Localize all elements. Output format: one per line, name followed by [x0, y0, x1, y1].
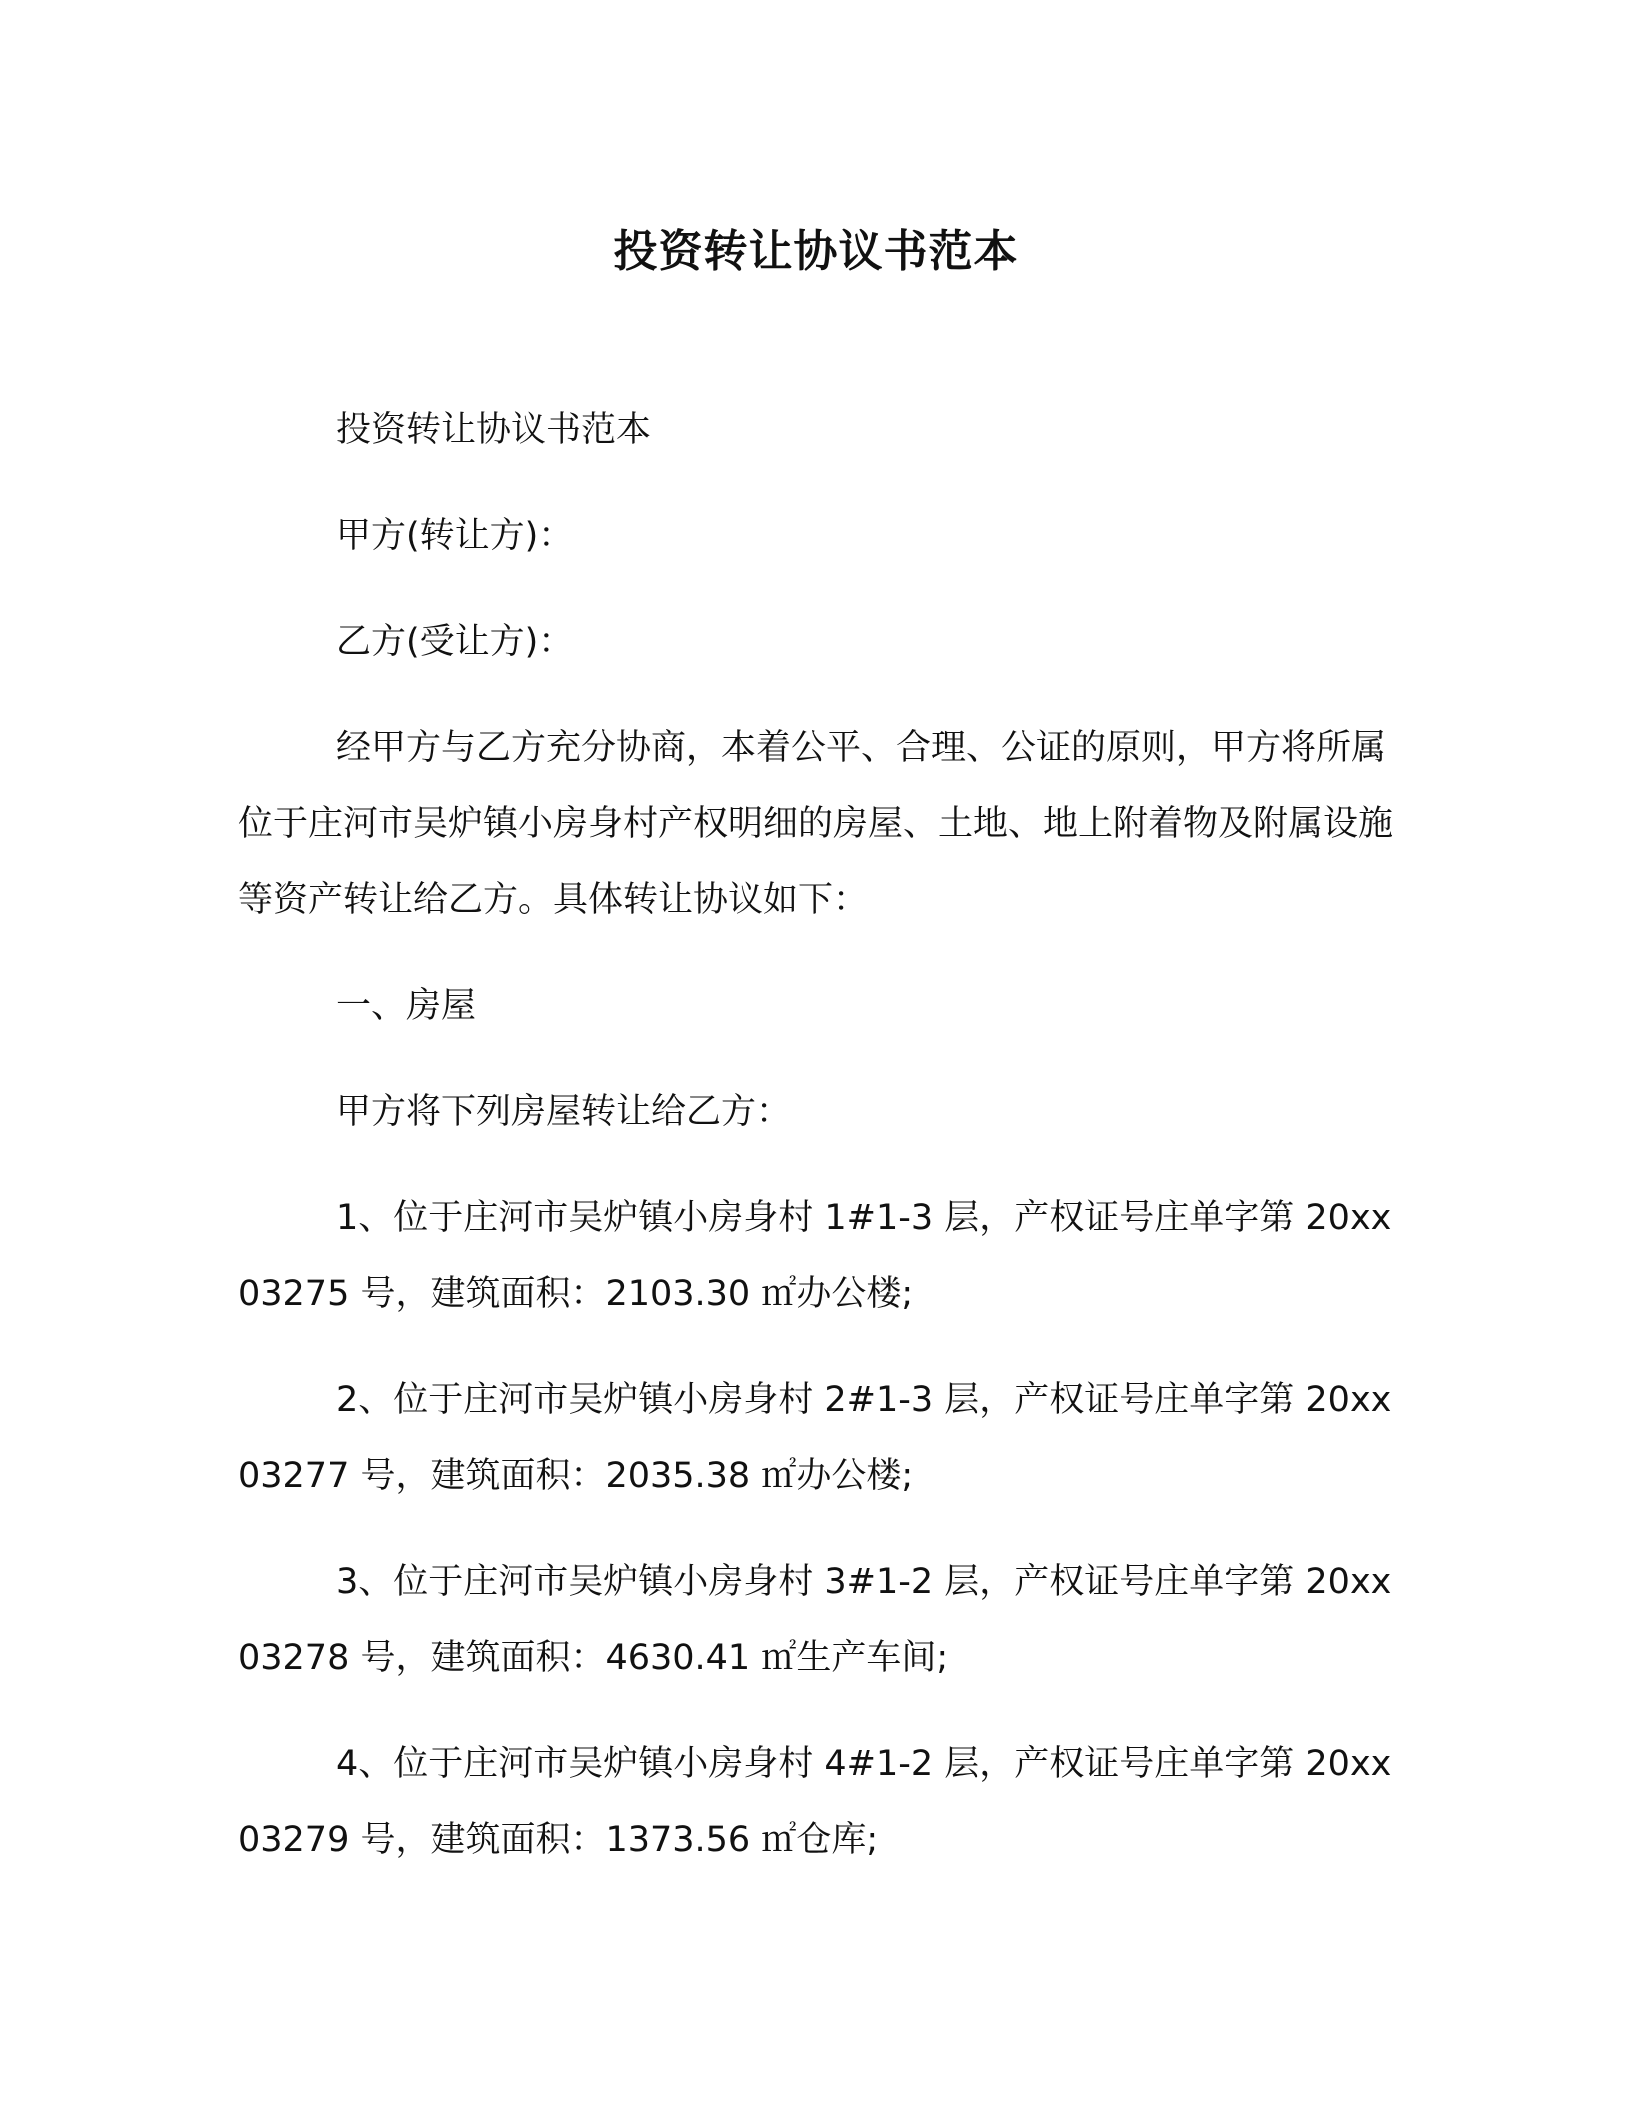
house-item-2: 2、位于庄河市吴炉镇小房身村 2#1-3 层，产权证号庄单字第 20xx03277 号，建筑面积：2035.38 ㎡办公楼; — [238, 1380, 1392, 1496]
intro-paragraph: 经甲方与乙方充分协商，本着公平、合理、公证的原则，甲方将所属位于庄河市吴炉镇小房身村产权明细的房屋、土地、地上附着物及附属设施等资产转让给乙方。具体转让协议如下： — [238, 728, 1394, 920]
document-title: 投资转让协议书范本 — [613, 226, 1019, 277]
party-b-line: 乙方(受让方)： — [336, 622, 574, 662]
section-heading-house: 一、房屋 — [336, 986, 477, 1026]
document-body — [238, 392, 1402, 1908]
subtitle-paragraph: 投资转让协议书范本 — [336, 410, 652, 450]
house-item-3: 3、位于庄河市吴炉镇小房身村 3#1-2 层，产权证号庄单字第 20xx03278 号，建筑面积：4630.41 ㎡生产车间; — [238, 1562, 1392, 1678]
house-item-4: 4、位于庄河市吴炉镇小房身村 4#1-2 层，产权证号庄单字第 20xx03279 号，建筑面积：1373.56 ㎡仓库; — [238, 1744, 1392, 1860]
house-transfer-intro: 甲方将下列房屋转让给乙方： — [336, 1092, 792, 1132]
party-a-line: 甲方(转让方)： — [336, 516, 574, 556]
house-item-1: 1、位于庄河市吴炉镇小房身村 1#1-3 层，产权证号庄单字第 20xx03275 号，建筑面积：2103.30 ㎡办公楼; — [238, 1198, 1392, 1314]
